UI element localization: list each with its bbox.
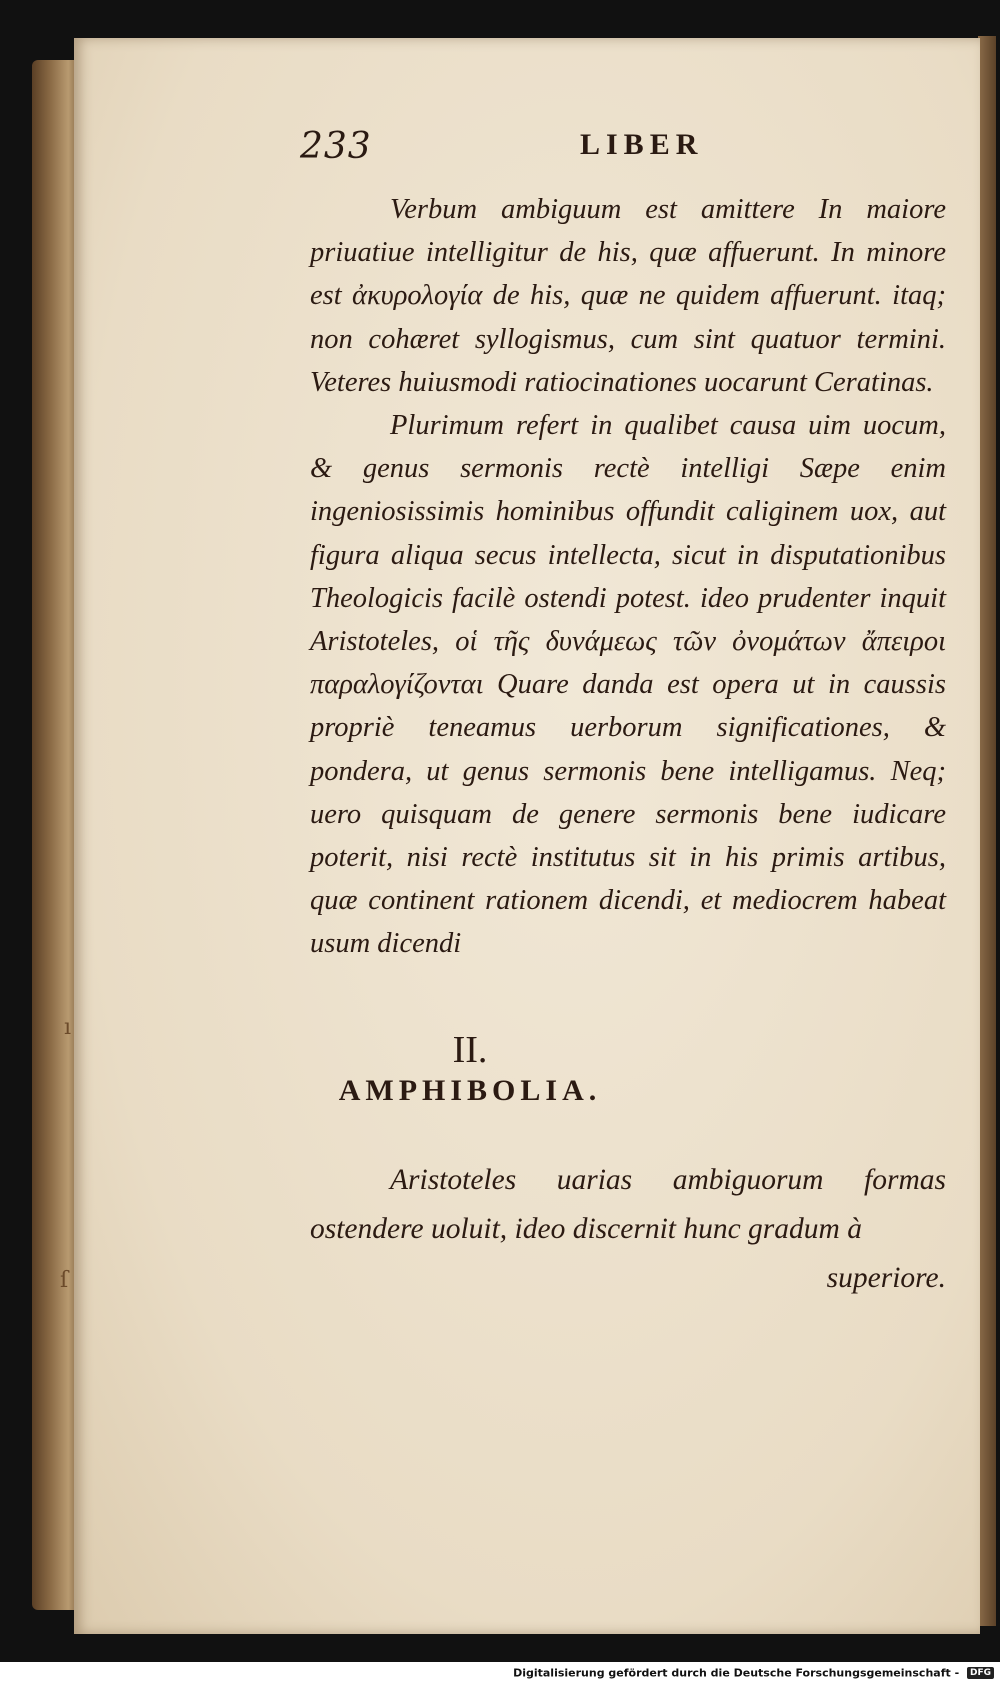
book-edge-right xyxy=(978,36,996,1626)
page-header xyxy=(300,126,940,176)
footer-credit: Digitalisierung gefördert durch die Deutsche Forschungsgemeinschaft - xyxy=(513,1666,960,1680)
dfg-logo-icon: DFG xyxy=(967,1667,994,1679)
margin-mark: ı xyxy=(64,1015,72,1040)
section-text xyxy=(310,1156,946,1303)
paragraph: Plurimum refert in qualibet causa uim uocum, & genus sermonis rectè intelligi Sæpe enim ingeniosissimis hominibus offundit caliginem uox, aut figura aliqua secus intellecta, sicut in disputationibus Theologicis facilè ostendi potest. ideo prudenter inquit Aristoteles, οἱ τῆς δυνάμεως τῶν ὀνομάτων ἄπειροι παραλογίζονται Quare danda est opera ut in caussis propriè teneamus uerborum significationes, & pondera, ut genus sermonis bene intelligamus. Neq; uero quisquam de genere sermonis bene iudicare poterit, nisi rectè institutus sit in his primis artibus, quæ continent rationem dicendi, et mediocrem habeat usum dicendi xyxy=(310,410,946,960)
paragraph: Verbum ambiguum est amittere In maiore priuatiue intelligitur de his, quæ affuerunt. In minore est ἀκυρολογία de his, quæ ne quidem affuerunt. itaq; non cohæret syllogismus, cum sint quatuor termini. Veteres huiusmodi ratiocinationes uocarunt Ceratinas. xyxy=(310,194,946,398)
paragraph: Aristoteles uarias ambiguorum formas ostendere uoluit, ideo discernit hunc gradum à xyxy=(310,1164,946,1245)
section-title: AMPHIBOLIA. xyxy=(338,1074,602,1107)
margin-mark: ſ xyxy=(60,1268,69,1293)
page-number: 233 xyxy=(300,126,372,167)
section-number: II. xyxy=(452,1029,488,1071)
digitization-footer xyxy=(0,1666,1000,1688)
running-head: LIBER xyxy=(580,128,704,161)
main-text xyxy=(310,188,946,966)
paragraph-end: superiore. xyxy=(826,1262,946,1294)
